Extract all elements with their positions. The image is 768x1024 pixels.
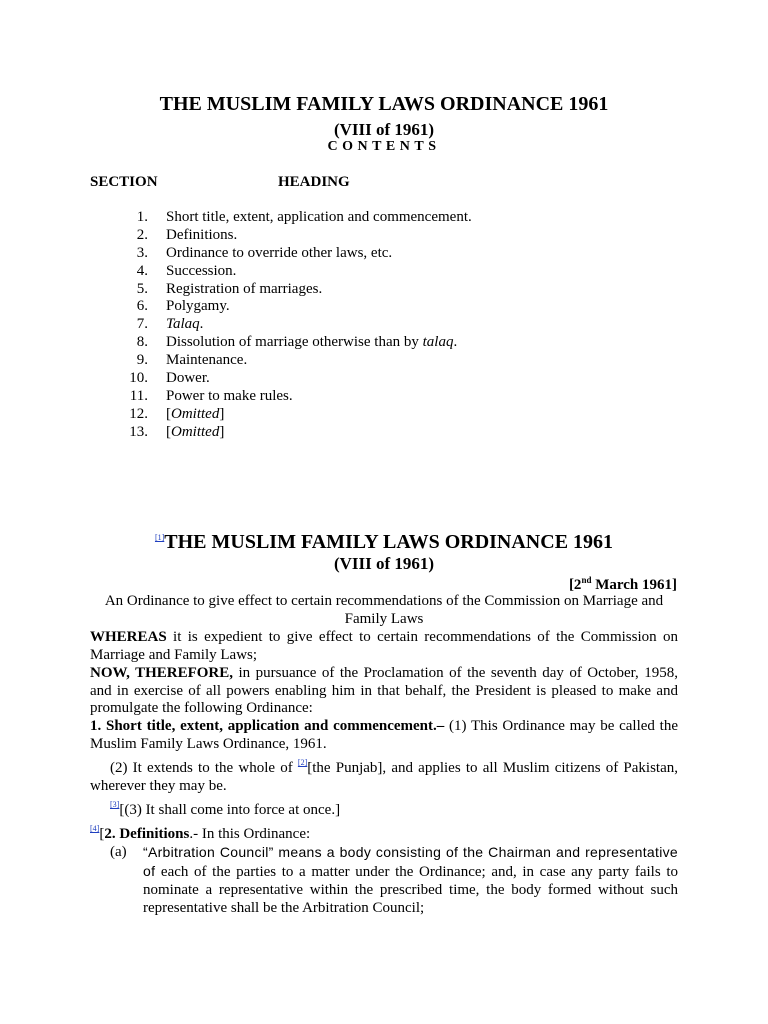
toc-number: 2. — [136, 226, 148, 243]
definition-a-label: (a) — [110, 843, 127, 860]
toc-heading-text: [ — [166, 423, 171, 440]
toc-heading — [166, 316, 203, 334]
section-1-3 — [90, 796, 678, 820]
toc-heading — [166, 406, 224, 424]
ordinance-title-text: THE MUSLIM FAMILY LAWS ORDINANCE 1961 — [164, 531, 614, 553]
toc-number: 13. — [129, 423, 148, 440]
toc-heading-italic: talaq — [422, 334, 454, 351]
date-rest: March 1961] — [591, 577, 677, 593]
ordinance-date — [569, 575, 677, 594]
section-1-3-text: [(3) It shall come into force at once.] — [119, 801, 341, 818]
toc-heading-text: Ordinance to override other laws, etc. — [166, 244, 393, 261]
toc-heading-text: Definitions. — [166, 226, 238, 243]
toc-number: 8. — [136, 334, 148, 351]
toc-heading-text: Dissolution of marriage otherwise than by — [166, 334, 423, 351]
toc-number: 1. — [136, 209, 148, 225]
toc-heading — [166, 298, 230, 316]
toc-heading — [166, 334, 457, 352]
contents-title: THE MUSLIM FAMILY LAWS ORDINANCE 1961 — [159, 93, 609, 115]
toc-number: 3. — [136, 244, 148, 261]
toc-heading — [166, 245, 392, 263]
column-header-heading: HEADING — [278, 174, 350, 190]
column-header-section: SECTION — [90, 174, 158, 190]
ordinance-subtitle: (VIII of 1961) — [333, 554, 435, 573]
toc-item — [90, 209, 472, 227]
table-of-contents — [90, 209, 472, 442]
toc-number: 4. — [136, 262, 148, 279]
toc-heading-suffix: . — [453, 334, 458, 351]
toc-item — [90, 280, 323, 299]
toc-heading-text: Dower. — [166, 370, 210, 387]
toc-item — [90, 423, 225, 442]
section-1-2 — [90, 754, 678, 796]
toc-heading-italic: Talaq — [166, 316, 200, 333]
footnote-link-2[interactable]: [2] — [297, 758, 308, 768]
section-2-bracket: [ — [99, 825, 105, 842]
toc-number: 6. — [136, 298, 148, 315]
toc-heading-text: Power to make rules. — [166, 387, 293, 404]
toc-heading — [166, 209, 472, 227]
contents-subtitle: (VIII of 1961) — [333, 120, 435, 139]
toc-heading-text: Polygamy. — [166, 298, 230, 315]
toc-item — [90, 298, 230, 316]
toc-heading — [166, 281, 322, 299]
section-1-heading: 1. Short title, extent, application and commencement.– — [90, 718, 445, 735]
toc-item — [90, 370, 210, 388]
whereas-text: it is expedient to give effect to certain recommendations of the Commission on Marriage and Family Laws; — [90, 628, 678, 663]
toc-number: 11. — [129, 387, 148, 404]
contents-label: CONTENTS — [327, 139, 441, 154]
date-suffix: nd — [581, 575, 592, 585]
toc-heading-text: Short title, extent, application and commencement. — [166, 209, 472, 225]
toc-heading — [166, 424, 224, 442]
toc-heading-text: Succession. — [166, 262, 237, 279]
toc-item — [90, 226, 238, 245]
definition-a — [90, 844, 678, 918]
toc-number: 9. — [136, 352, 148, 369]
toc-number: 12. — [129, 405, 148, 422]
toc-heading-text: Registration of marriages. — [166, 280, 323, 297]
section-2-text: .- In this Ordinance: — [189, 825, 311, 842]
toc-item — [90, 262, 237, 281]
toc-item — [90, 405, 225, 424]
toc-heading — [166, 227, 237, 245]
section-2-heading: 2. Definitions — [104, 825, 190, 842]
section-1 — [90, 718, 678, 754]
footnote-link-1[interactable]: [1] — [154, 533, 165, 542]
toc-item — [90, 387, 293, 406]
toc-heading-suffix: ] — [219, 423, 225, 440]
ordinance-title — [0, 531, 768, 554]
toc-heading-suffix: . — [199, 316, 204, 333]
section-1-text: (1) This Ordinance may be called the Muslim Family Laws Ordinance, 1961. — [90, 718, 678, 753]
toc-item — [90, 316, 204, 334]
section-1-2-pre: (2) It extends to the whole of — [110, 760, 298, 777]
definition-a-rest: each of the parties to a matter under the Ordinance; and, in case any party fails to nominate a representative within the prescribed time, the body formed without such representative shall be the Arbitration Council; — [143, 863, 678, 916]
section-2 — [90, 820, 678, 844]
toc-heading-text: Maintenance. — [166, 352, 248, 369]
toc-heading-italic: Omitted — [171, 405, 220, 422]
now-therefore-text: in pursuance of the Proclamation of the seventh day of October, 1958, and in exercise of all powers enabling him in that behalf, the President is pleased to make and promulgate the following Ordinance: — [90, 664, 678, 717]
whereas-clause — [90, 629, 678, 665]
definition-a-quoted: “Arbitration Council” means a body consisting of the Chairman and representative of — [143, 843, 678, 879]
preamble: An Ordinance to give effect to certain recommendations of the Commission on Marriage and Family Laws — [104, 593, 664, 627]
date-day: [2 — [568, 577, 582, 593]
whereas-keyword: WHEREAS — [90, 628, 167, 645]
toc-heading — [166, 263, 236, 281]
toc-heading — [166, 352, 247, 370]
toc-item — [90, 244, 393, 263]
footnote-link-3[interactable]: [3] — [110, 799, 120, 809]
section-1-2-post: [the Punjab], and applies to all Muslim citizens of Pakistan, wherever they may be. — [90, 760, 678, 795]
toc-heading-suffix: ] — [219, 405, 225, 422]
toc-number: 5. — [136, 280, 148, 297]
toc-number: 7. — [136, 316, 148, 333]
ordinance-body — [90, 593, 678, 917]
now-therefore-keyword: NOW, THEREFORE, — [90, 664, 234, 681]
toc-heading — [166, 388, 293, 406]
toc-heading-text: [ — [166, 405, 171, 422]
toc-heading — [166, 370, 210, 388]
now-therefore-clause — [90, 665, 678, 719]
footnote-link-4[interactable]: [4] — [90, 823, 100, 833]
toc-heading-italic: Omitted — [171, 423, 220, 440]
toc-item — [90, 334, 458, 352]
toc-number: 10. — [129, 370, 148, 387]
toc-item — [90, 352, 248, 370]
